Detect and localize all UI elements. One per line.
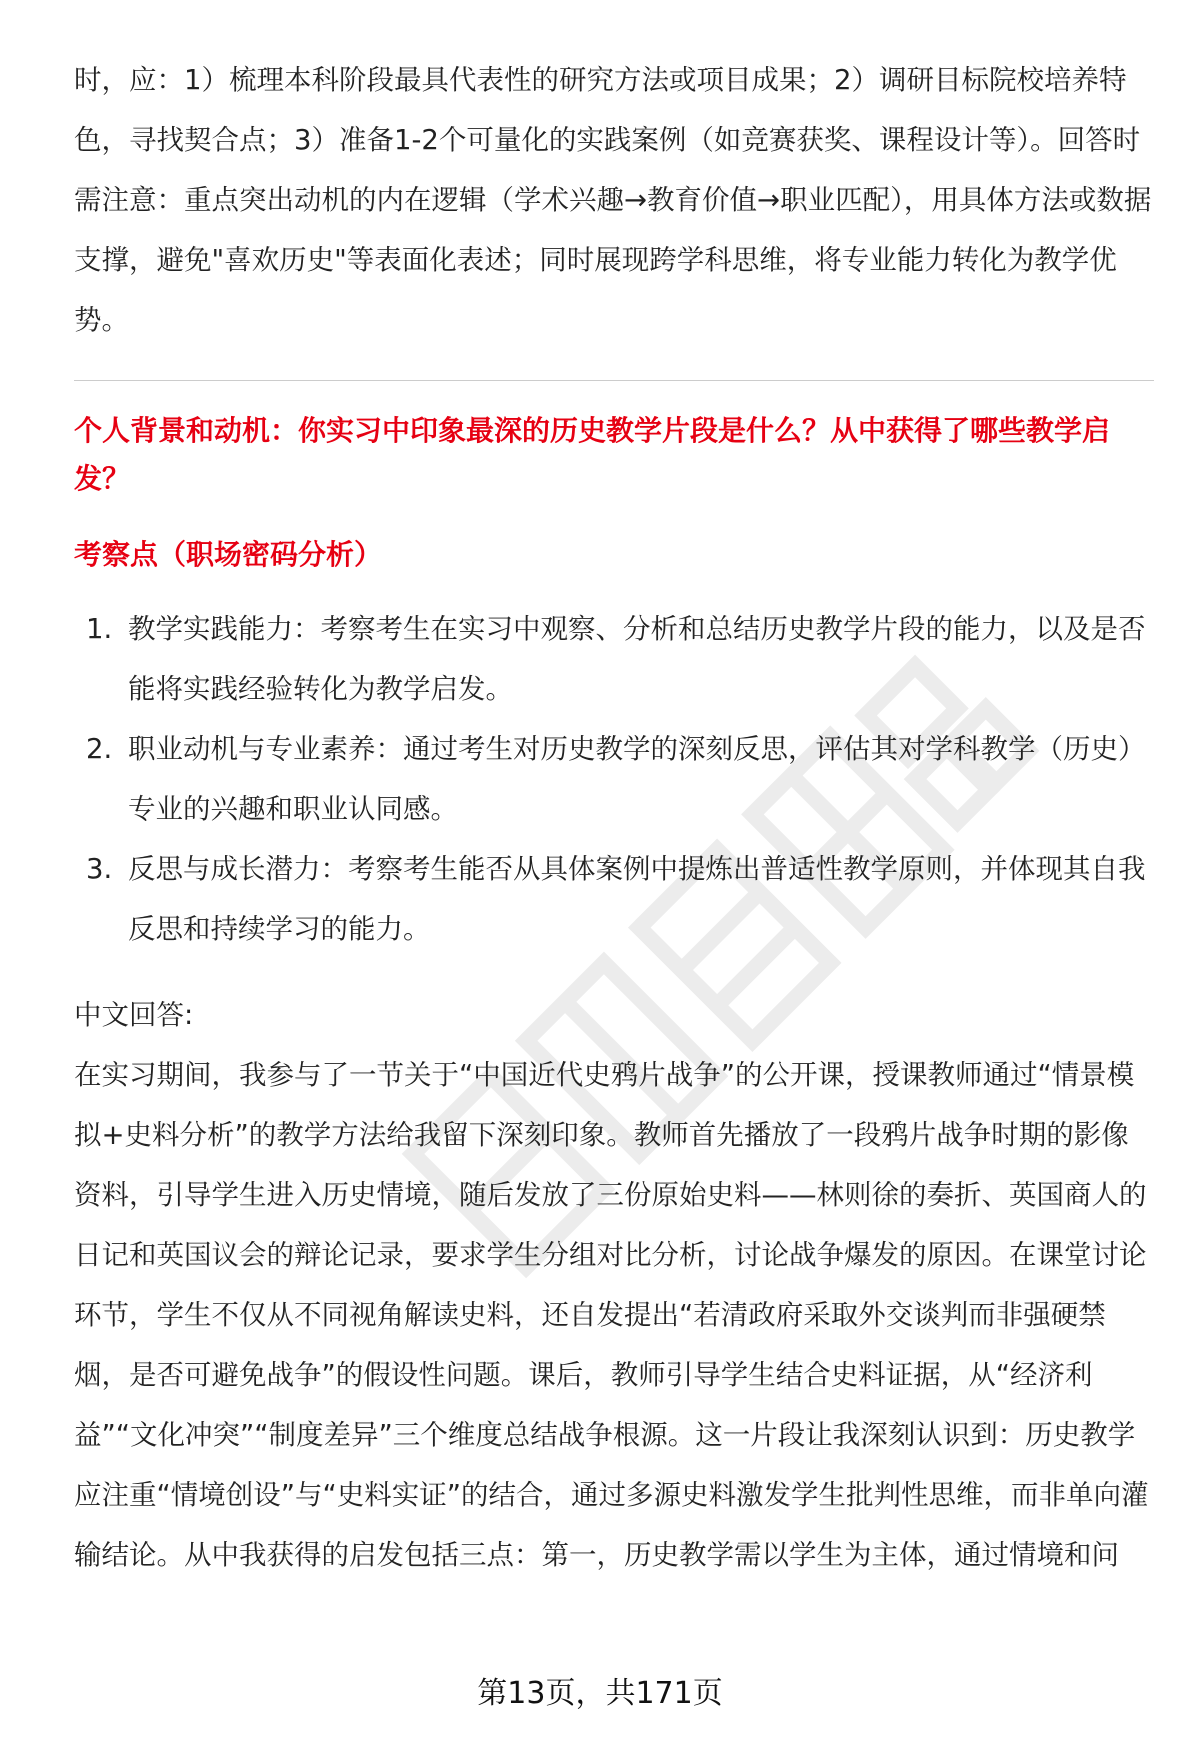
list-item	[74, 719, 1154, 839]
list-number: 3.	[86, 853, 113, 885]
section-divider	[74, 380, 1154, 381]
question-title: 个人背景和动机：你实习中印象最深的历史教学片段是什么？从中获得了哪些教学启发？	[74, 414, 1111, 495]
page-number-footer: 第13页，共171页	[477, 1676, 723, 1711]
list-item-text: 反思与成长潜力：考察考生能否从具体案例中提炼出普适性教学原则，并体现其自我反思和持续学习的能力。	[128, 853, 1146, 945]
answer-label: 中文回答:	[74, 999, 194, 1031]
list-item-text: 教学实践能力：考察考生在实习中观察、分析和总结历史教学片段的能力，以及是否能将实践经验转化为教学启发。	[128, 613, 1146, 705]
assessment-points-list	[74, 599, 1154, 959]
list-number: 1.	[86, 613, 113, 645]
intro-paragraph: 时，应：1）梳理本科阶段最具代表性的研究方法或项目成果；2）调研目标院校培养特色，寻找契合点；3）准备1-2个可量化的实践案例（如竞赛获奖、课程设计等）。回答时需注意：重点突出动机的内在逻辑（学术兴趣→教育价值→职业匹配），用具体方法或数据支撑，避免"喜欢历史"等表面化表述；同时展现跨学科思维，将专业能力转化为教学优势。	[74, 64, 1152, 336]
list-item	[74, 839, 1154, 959]
section-title: 考察点（职场密码分析）	[74, 538, 383, 571]
document-page	[74, 50, 1154, 1585]
list-item-text: 职业动机与专业素养：通过考生对历史教学的深刻反思，评估其对学科教学（历史）专业的兴趣和职业认同感。	[128, 733, 1146, 825]
answer-paragraph: 在实习期间，我参与了一节关于“中国近代史鸦片战争”的公开课，授课教师通过“情景模拟+史料分析”的教学方法给我留下深刻印象。教师首先播放了一段鸦片战争时期的影像资料，引导学生进入历史情境，随后发放了三份原始史料——林则徐的奏折、英国商人的日记和英国议会的辩论记录，要求学生分组对比分析，讨论战争爆发的原因。在课堂讨论环节，学生不仅从不同视角解读史料，还自发提出“若清政府采取外交谈判而非强硬禁烟，是否可避免战争”的假设性问题。课后，教师引导学生结合史料证据，从“经济利益”“文化冲突”“制度差异”三个维度总结战争根源。这一片段让我深刻认识到：历史教学应注重“情境创设”与“史料实证”的结合，通过多源史料激发学生批判性思维，而非单向灌输结论。从中我获得的启发包括三点：第一，历史教学需以学生为主体，通过情境和问	[74, 1059, 1149, 1571]
list-number: 2.	[86, 733, 113, 765]
list-item	[74, 599, 1154, 719]
